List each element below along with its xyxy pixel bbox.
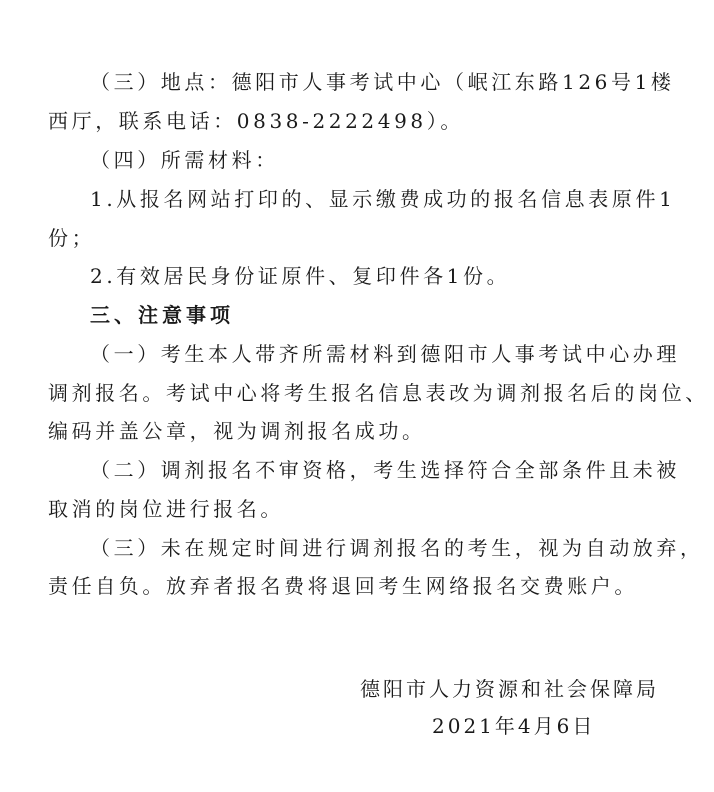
paragraph-location-cont: 西厅，联系电话：0838-2222498）。 — [48, 109, 464, 133]
paragraph-note-1-cont: 调剂报名。考试中心将考生报名信息表改为调剂报名后的岗位、 — [48, 381, 709, 405]
paragraph-location: （三）地点：德阳市人事考试中心（岷江东路126号1楼 — [90, 70, 675, 94]
paragraph-note-2-cont: 取消的岗位进行报名。 — [48, 497, 284, 521]
paragraph-note-3: （三）未在规定时间进行调剂报名的考生，视为自动放弃， — [90, 536, 704, 560]
section-heading-notes: 三、注意事项 — [90, 303, 234, 327]
paragraph-note-3-cont: 责任自负。放弃者报名费将退回考生网络报名交费账户。 — [48, 574, 638, 598]
signature-date: 2021年4月6日 — [432, 714, 596, 738]
paragraph-material-2: 2.有效居民身份证原件、复印件各1份。 — [90, 264, 511, 288]
paragraph-note-2: （二）调剂报名不审资格，考生选择符合全部条件且未被 — [90, 458, 680, 482]
paragraph-note-1: （一）考生本人带齐所需材料到德阳市人事考试中心办理 — [90, 342, 680, 366]
paragraph-material-1-cont: 份； — [48, 226, 96, 250]
paragraph-materials-heading: （四）所需材料： — [90, 148, 279, 172]
paragraph-note-1-cont2: 编码并盖公章，视为调剂报名成功。 — [48, 419, 426, 443]
signature-organization: 德阳市人力资源和社会保障局 — [360, 677, 659, 701]
paragraph-material-1: 1.从报名网站打印的、显示缴费成功的报名信息表原件1 — [90, 187, 676, 211]
